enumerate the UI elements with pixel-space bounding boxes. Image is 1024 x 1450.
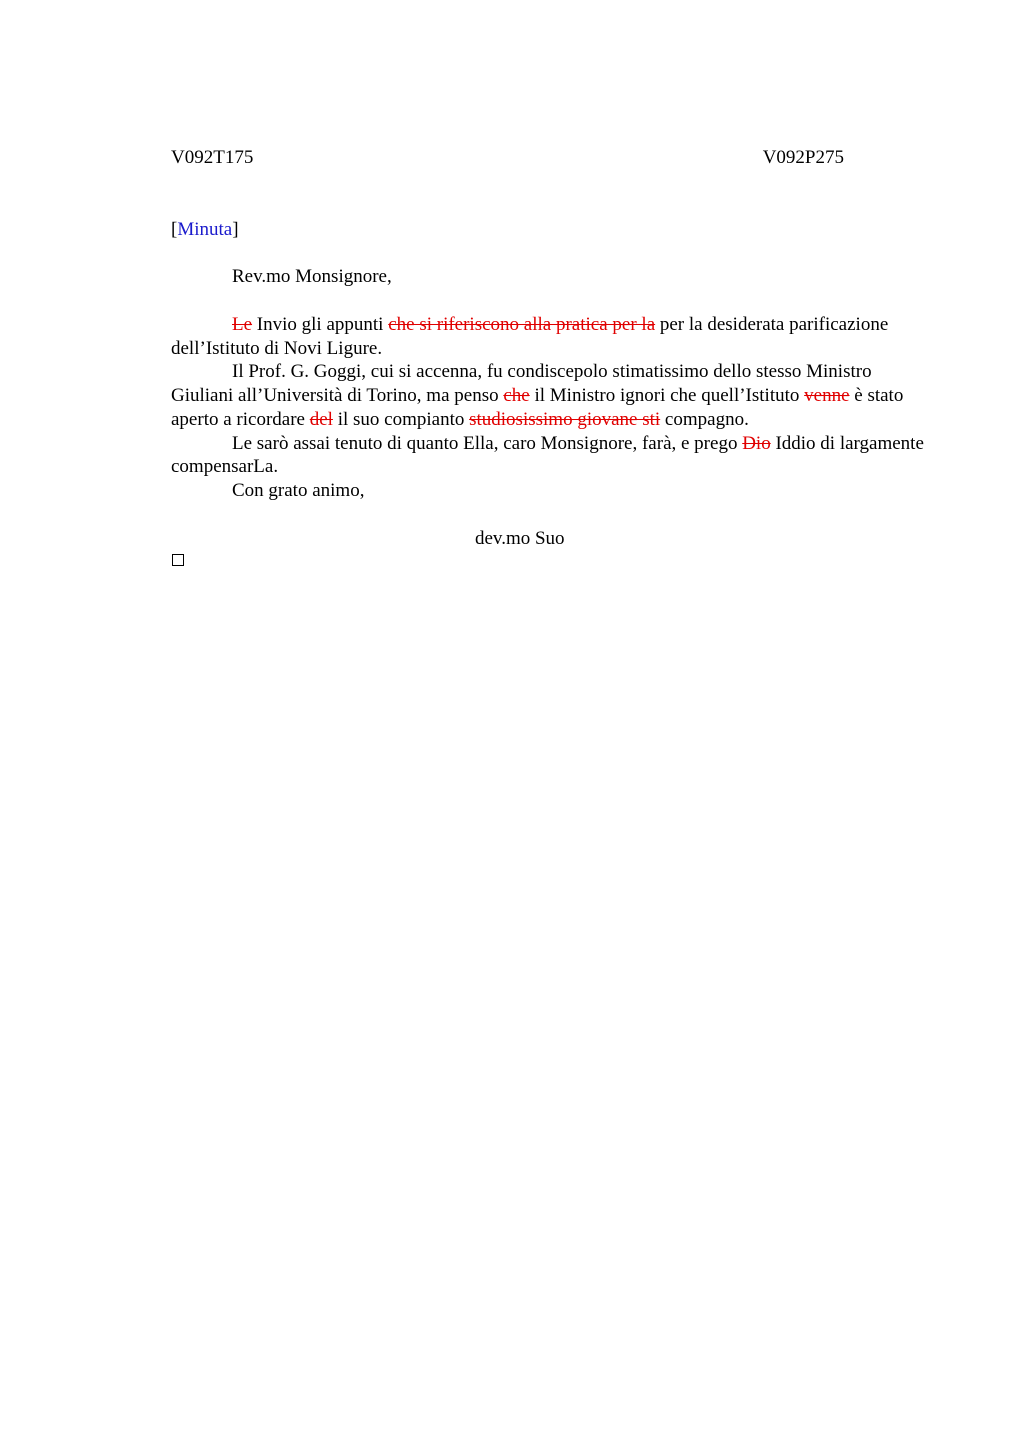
end-box-icon (172, 554, 184, 566)
text-segment: è stato aperto a ricordare (171, 385, 904, 430)
deleted-text: Le (232, 314, 253, 335)
deleted-text: che si riferiscono alla pratica per la (388, 314, 656, 335)
text-segment: il suo compianto (332, 408, 470, 430)
paragraph (171, 479, 931, 503)
right-code: V092P275 (762, 147, 844, 168)
text-segment: Il Prof. G. Goggi, cui si accenna, fu condiscepolo stimatissimo dello stesso Ministro Giuliani all’Università di Torino, ma penso (171, 361, 872, 407)
text-segment: compagno. (660, 408, 749, 430)
salutation: Rev.mo Monsignore, (232, 266, 392, 287)
closing-signature: dev.mo Suo (475, 528, 565, 549)
text-segment: Le sarò assai tenuto di quanto Ella, caro Monsignore, farà, e prego (232, 432, 743, 454)
text-segment: per la desiderata parificazione dell’Istituto di Novi Ligure. (171, 314, 889, 359)
heading-close-bracket: ] (232, 219, 239, 240)
text-segment: Con grato animo, (232, 479, 365, 501)
deleted-text: Dio (742, 432, 771, 454)
document-codes (171, 146, 844, 170)
paragraph (171, 432, 931, 479)
heading-label: Minuta (177, 219, 233, 240)
paragraph (171, 360, 931, 431)
deleted-text: studiosissimo giovane sti (469, 408, 661, 430)
text-segment: Invio gli appunti (252, 314, 389, 335)
deleted-text: venne (804, 385, 850, 407)
deleted-text: del (309, 408, 333, 430)
left-code: V092T175 (171, 147, 254, 168)
heading-open-bracket: [ (171, 219, 178, 240)
paragraph (171, 313, 931, 360)
text-segment: il Ministro ignori che quell’Istituto (529, 385, 805, 407)
letter-body (171, 313, 931, 503)
document-heading (171, 218, 239, 242)
deleted-text: che (503, 385, 530, 407)
text-segment: Iddio di largamente compensarLa. (171, 432, 924, 478)
